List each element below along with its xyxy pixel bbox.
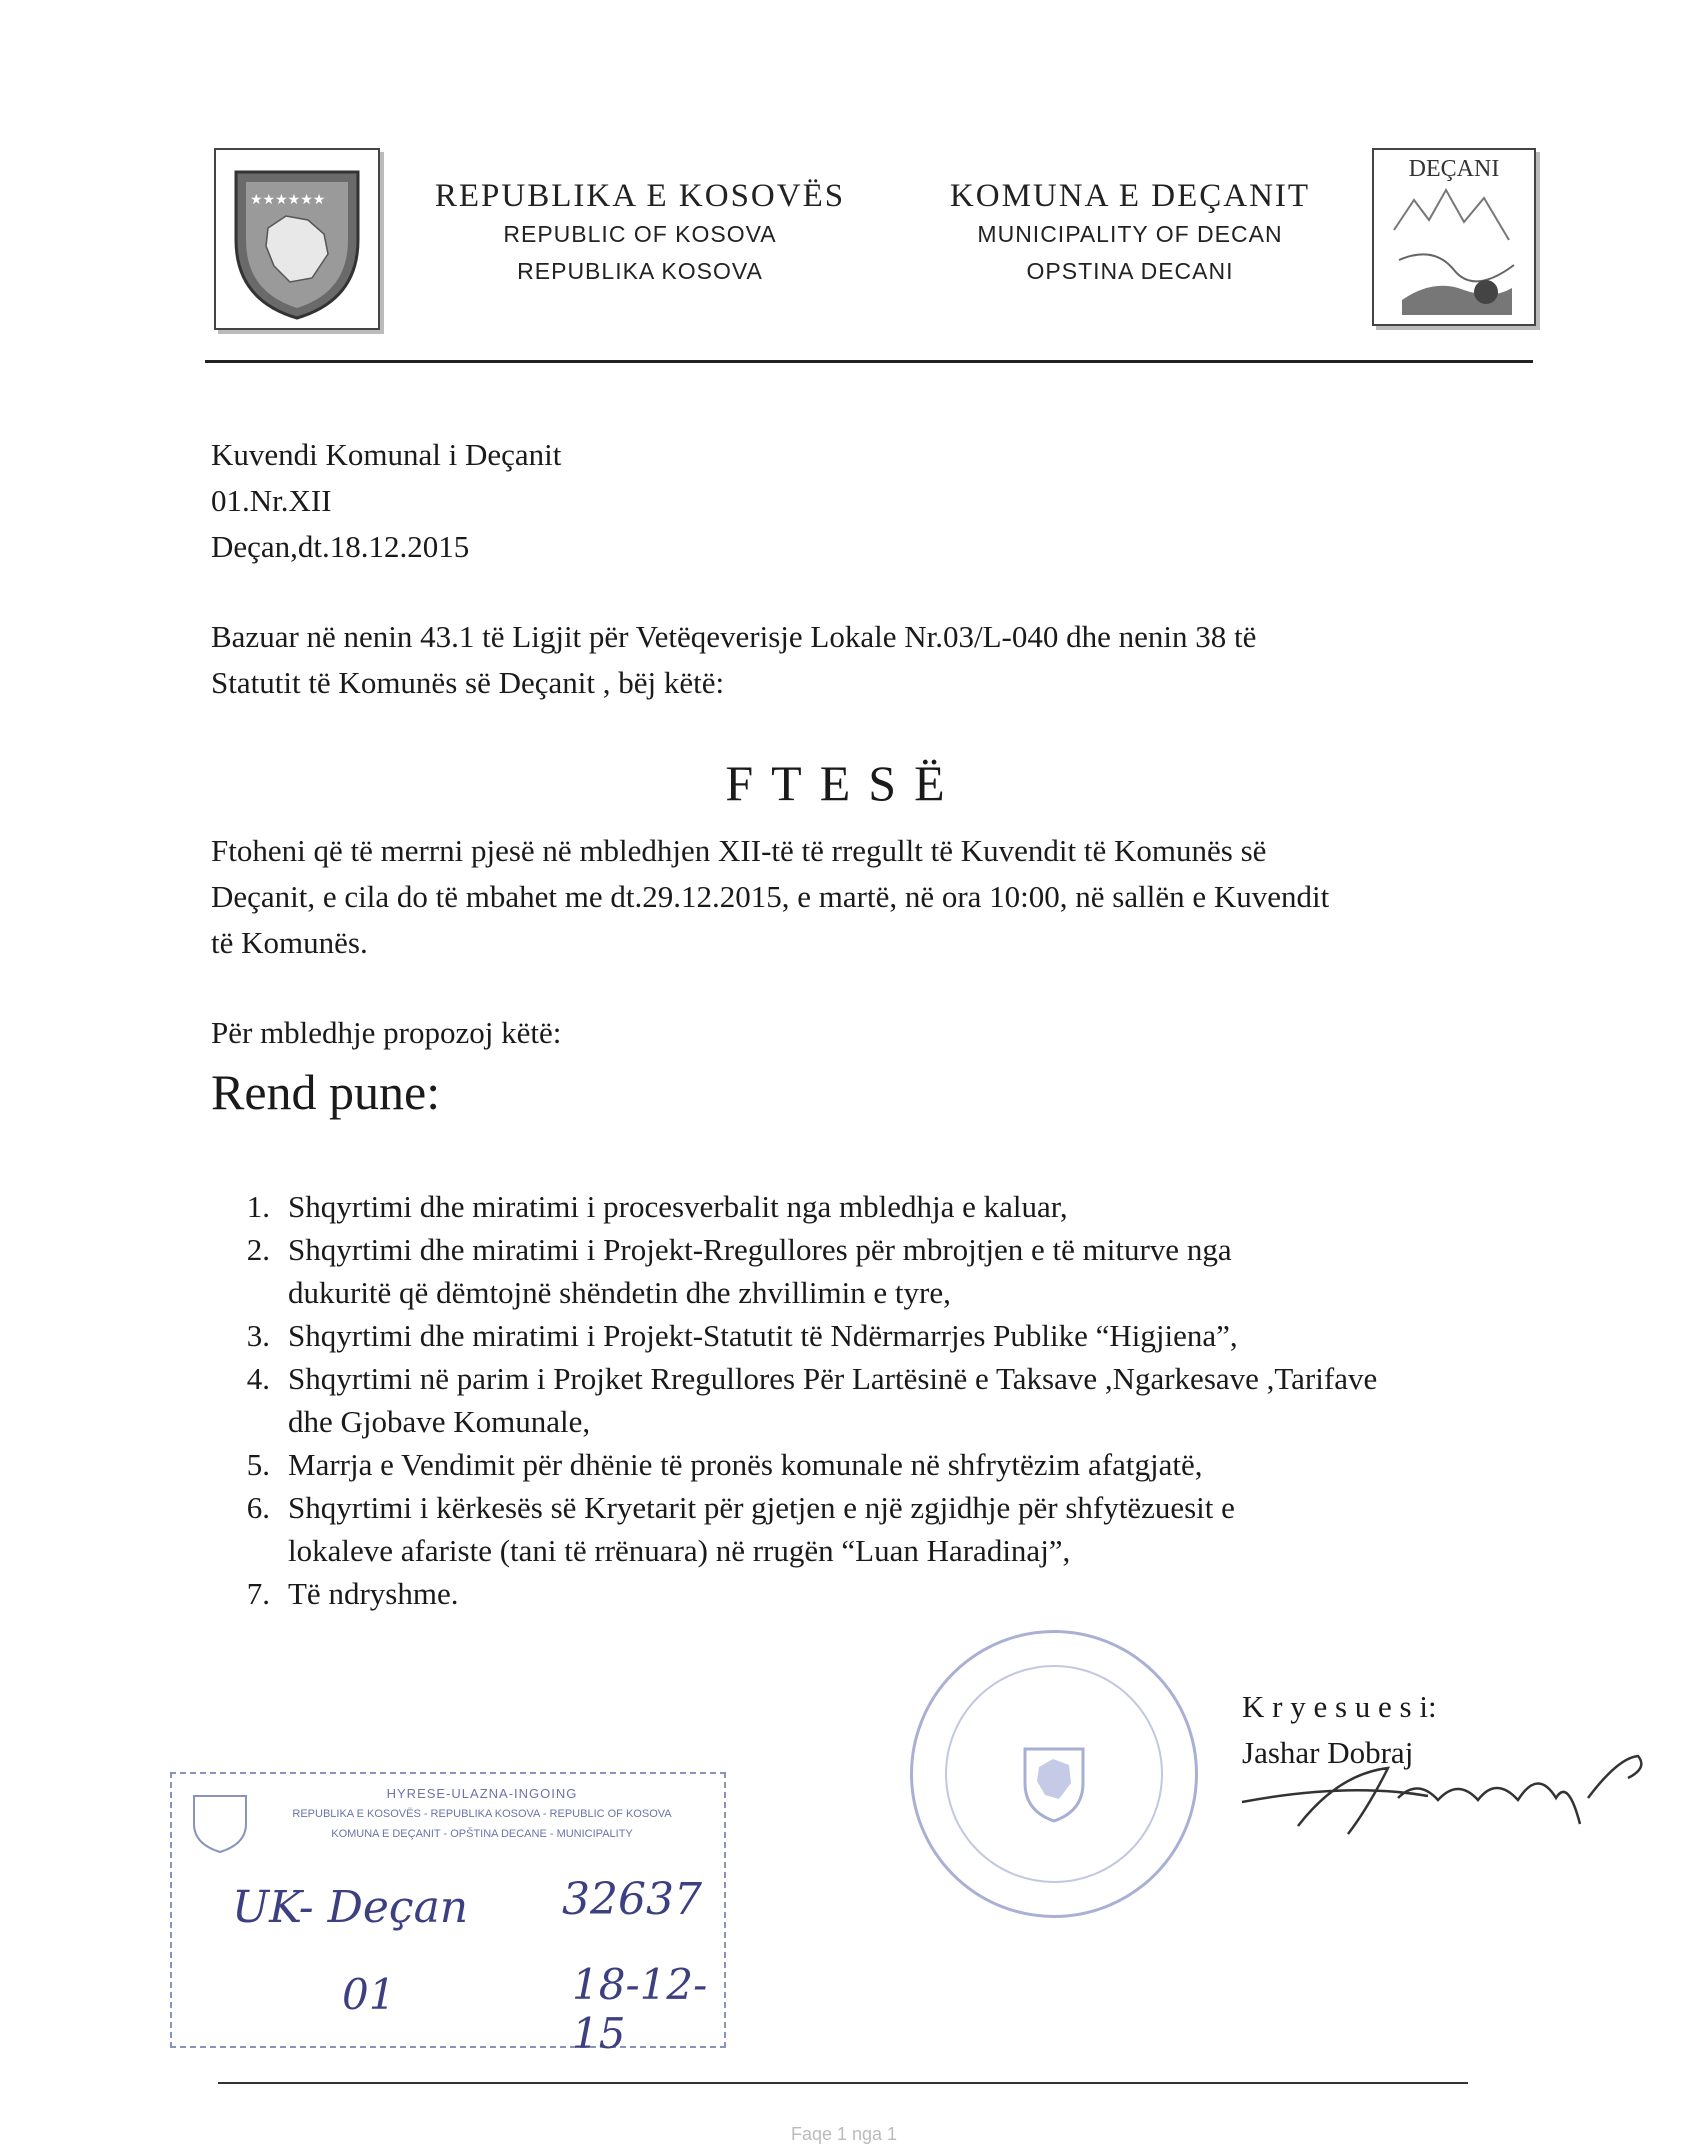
agenda-item-number: 1. <box>246 1189 270 1224</box>
stamp-date-handwritten: 18-12-15 <box>572 1960 708 2058</box>
proposal-text: Për mbledhje propozoj këtë: <box>211 1015 562 1050</box>
agenda-item-text: Shqyrtimi i kërkesës së Kryetarit për gjetjen e një zgjidhje për shfytëzuesit e <box>288 1490 1235 1525</box>
intro-line: Bazuar në nenin 43.1 të Ligjit për Vetëqeverisje Lokale Nr.03/L-040 dhe nenin 38 të <box>211 619 1257 654</box>
agenda-item-text: dhe Gjobave Komunale, <box>288 1404 591 1439</box>
agenda-item-text: Shqyrtimi dhe miratimi i Projekt-Statutit të Ndërmarrjes Publike “Higjiena”, <box>288 1318 1238 1353</box>
agenda-item <box>230 1486 1530 1572</box>
agenda-item <box>230 1185 1530 1228</box>
municipality-header <box>920 178 1340 285</box>
handwritten-signature <box>1228 1738 1668 1848</box>
agenda-item <box>230 1314 1530 1357</box>
document-number: 01.Nr.XII <box>211 483 332 518</box>
page-footer: Faqe 1 nga 1 <box>790 2124 898 2144</box>
logo-text: DEÇANI <box>1408 156 1500 182</box>
stamp-emblem-icon <box>184 1786 256 1858</box>
invitation-line: Ftoheni që të merrni pjesë në mbledhjen XII-të të rregullt të Kuvendit të Komunës së <box>211 833 1267 868</box>
footer-divider <box>218 2082 1468 2084</box>
agenda-item-number: 6. <box>246 1490 270 1525</box>
municipality-name-en: MUNICIPALITY OF DECAN <box>977 221 1283 247</box>
institution-name: Kuvendi Komunal i Deçanit <box>211 437 562 472</box>
seal-emblem-icon <box>913 1633 1195 1915</box>
stamp-header: HYRESE-ULAZNA-INGOING <box>386 1786 578 1801</box>
agenda-item-number: 5. <box>246 1447 270 1482</box>
agenda-item-text: Marrja e Vendimit për dhënie të pronës komunale në shfrytëzim afatgjatë, <box>288 1447 1203 1482</box>
incoming-registration-stamp <box>170 1772 726 2058</box>
decani-logo <box>1372 148 1536 326</box>
stamp-protocol-number: 32637 <box>562 1874 702 1925</box>
svg-text:★★★★★★: ★★★★★★ <box>250 192 326 208</box>
kosovo-emblem <box>214 148 380 330</box>
stamp-unit-handwritten: 01 <box>342 1970 396 2019</box>
republic-name-sr: REPUBLIKA KOSOVA <box>517 258 763 284</box>
page-title: FTESË <box>725 755 963 811</box>
place-date: Deçan,dt.18.12.2015 <box>211 529 470 564</box>
document-meta <box>211 432 561 570</box>
kosovo-coat-of-arms-icon <box>216 150 378 328</box>
municipality-name-sr: OPSTINA DECANI <box>1026 258 1234 284</box>
agenda-item-text: lokaleve afariste (tani të rrënuara) në rrugën “Luan Haradinaj”, <box>288 1533 1071 1568</box>
invitation-line: Deçanit, e cila do të mbahet me dt.29.12.2015, e martë, në ora 10:00, në sallën e Kuvendit <box>211 879 1330 914</box>
republic-name-en: REPUBLIC OF KOSOVA <box>503 221 777 247</box>
agenda-title: Rend pune: <box>211 1064 441 1120</box>
mountain-landscape-icon <box>1374 150 1534 324</box>
stamp-line: REPUBLIKA E KOSOVËS - REPUBLIKA KOSOVA - REPUBLIC OF KOSOVA <box>292 1808 672 1820</box>
agenda-item <box>230 1572 1530 1615</box>
municipality-name-sq: KOMUNA E DEÇANIT <box>949 178 1311 214</box>
intro-line: Statutit të Komunës së Deçanit , bëj këtë: <box>211 665 725 700</box>
agenda-item-text: dukuritë që dëmtojnë shëndetin dhe zhvillimin e tyre, <box>288 1275 951 1310</box>
agenda-item-number: 3. <box>246 1318 270 1353</box>
agenda-item-number: 2. <box>246 1232 270 1267</box>
agenda-item-number: 4. <box>246 1361 270 1396</box>
agenda-item <box>230 1357 1530 1443</box>
invitation-paragraph <box>211 828 1329 966</box>
agenda-list <box>230 1185 1530 1615</box>
signature-role: K r y e s u e s i: <box>1242 1689 1437 1724</box>
agenda-item-text: Të ndryshme. <box>288 1576 459 1611</box>
agenda-item-text: Shqyrtimi dhe miratimi i procesverbalit nga mbledhja e kaluar, <box>288 1189 1068 1224</box>
signer-name: Jashar Dobraj <box>1242 1735 1414 1770</box>
agenda-item <box>230 1443 1530 1486</box>
header-divider <box>205 360 1533 363</box>
invitation-line: të Komunës. <box>211 925 368 960</box>
intro-paragraph <box>211 614 1256 706</box>
agenda-item-text: Shqyrtimi në parim i Projket Rregullores Për Lartësinë e Taksave ,Ngarkesave ,Tarifave <box>288 1361 1378 1396</box>
stamp-org-handwritten: UK- Deçan <box>232 1882 469 1933</box>
stamp-line: KOMUNA E DEÇANIT - OPŠTINA DECANE - MUNICIPALITY <box>331 1828 633 1840</box>
agenda-item-text: Shqyrtimi dhe miratimi i Projekt-Rregullores për mbrojtjen e të miturve nga <box>288 1232 1232 1267</box>
agenda-item <box>230 1228 1530 1314</box>
republic-name-sq: REPUBLIKA E KOSOVËS <box>434 178 846 214</box>
agenda-item-number: 7. <box>246 1576 270 1611</box>
municipal-seal <box>910 1630 1198 1918</box>
republic-header <box>410 178 870 285</box>
